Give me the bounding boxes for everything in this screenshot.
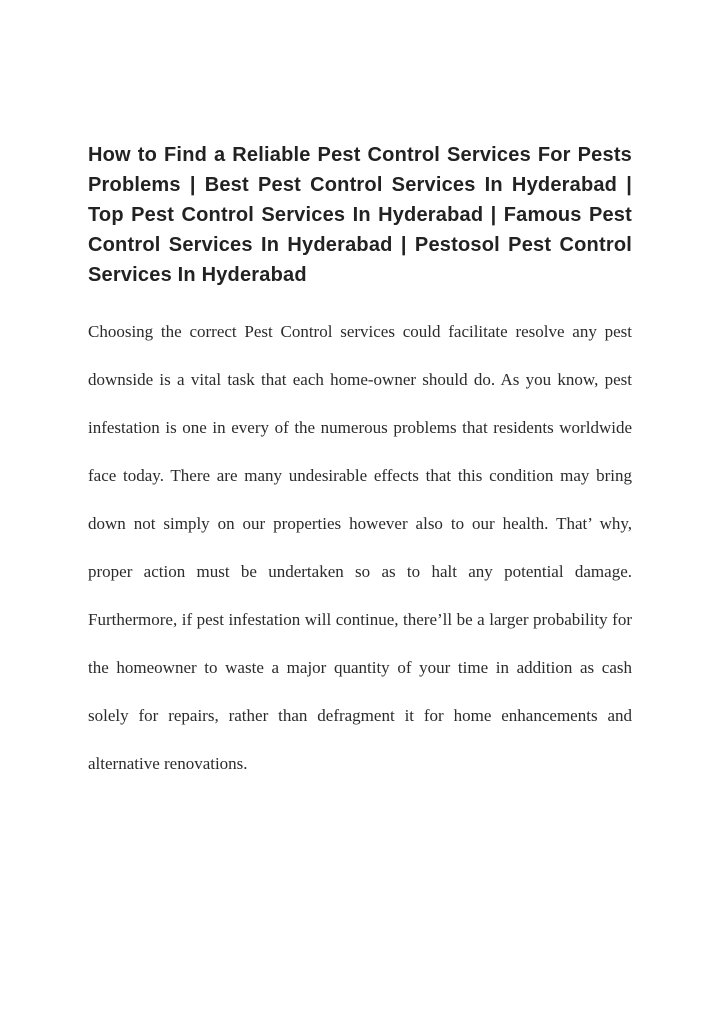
document-content bbox=[88, 140, 632, 788]
document-body-paragraph: Choosing the correct Pest Control services could facilitate resolve any pest downside is a vital task that each home-owner should do. As you know, pest infestation is one in every of the numerous problems that residents worldwide face today. There are many undesirable effects that this condition may bring down not simply on our properties however also to our health. That’ why, proper action must be undertaken so as to halt any potential damage. Furthermore, if pest infestation will continue, there’ll be a larger probability for the homeowner to waste a major quantity of your time in addition as cash solely for repairs, rather than defragment it for home enhancements and alternative renovations. bbox=[88, 322, 632, 773]
document-title: How to Find a Reliable Pest Control Services For Pests Problems | Best Pest Control Services In Hyderabad | Top Pest Control Services In Hyderabad | Famous Pest Control Services In Hyderabad | Pestosol Pest Control Services In Hyderabad bbox=[88, 144, 632, 286]
